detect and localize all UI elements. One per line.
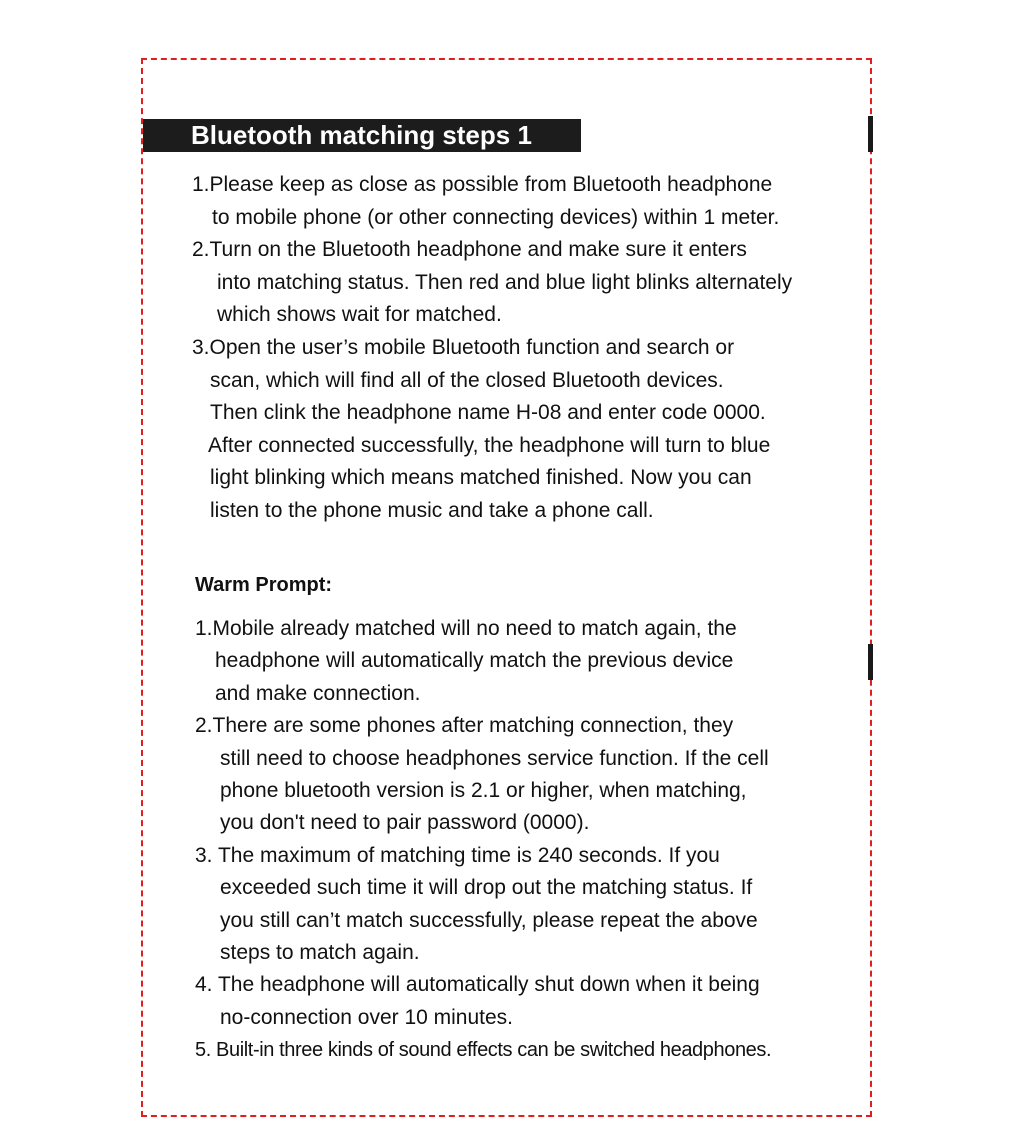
list-item [192,169,872,234]
step-3-line-4: After connected successfully, the headphone will turn to blue [208,433,771,457]
list-item [195,613,875,710]
prompt-3-line-4: steps to match again. [220,941,420,965]
prompt-1-line-1: 1.Mobile already matched will no need to match again, the [195,617,737,640]
prompt-3-line-2: exceeded such time it will drop out the matching status. If [220,876,753,900]
instruction-card [141,58,872,1117]
step-2-line-2: into matching status. Then red and blue light blinks alternately [217,270,793,294]
prompt-4-line-1: 4. The headphone will automatically shut down when it being [195,973,760,997]
prompt-3-line-3: you still can’t match successfully, please repeat the above [220,908,758,932]
prompt-2-line-1: 2.There are some phones after matching connection, they [195,714,734,738]
prompt-2-line-4: you don't need to pair password (0000). [220,811,590,835]
step-1-line-1: 1.Please keep as close as possible from Bluetooth headphone [192,173,773,196]
step-3-line-3: Then clink the headphone name H-08 and enter code 0000. [210,401,766,425]
step-3-line-1: 3.Open the user’s mobile Bluetooth function and search or [192,335,735,359]
prompt-5-line-1: 5. Built-in three kinds of sound effects can be switched headphones. [195,1039,772,1062]
step-1-line-2: to mobile phone (or other connecting devices) within 1 meter. [212,205,780,229]
warm-prompt-heading: Warm Prompt: [195,574,333,596]
matching-steps-list [192,169,872,528]
prompt-3-line-1: 3. The maximum of matching time is 240 seconds. If you [195,843,720,867]
section-title: Bluetooth matching steps 1 [143,119,581,152]
list-item [195,1034,875,1066]
prompt-2-line-2: still need to choose headphones service function. If the cell [220,746,769,770]
step-2-line-3: which shows wait for matched. [217,303,502,327]
prompt-1-line-3: and make connection. [215,681,421,705]
list-item [195,840,875,970]
prompt-4-line-2: no-connection over 10 minutes. [220,1005,514,1029]
list-item [192,234,872,332]
step-2-line-1: 2.Turn on the Bluetooth headphone and make sure it enters [192,238,747,262]
prompt-1-line-2: headphone will automatically match the previous device [215,649,734,673]
prompt-2-line-3: phone bluetooth version is 2.1 or higher, when matching, [220,779,747,803]
list-item [195,969,875,1034]
list-item [192,332,872,528]
warm-prompt-list [195,613,875,1067]
list-item [195,710,875,840]
step-3-line-5: light blinking which means matched finished. Now you can [210,466,752,490]
step-3-line-6: listen to the phone music and take a phone call. [210,498,654,522]
edge-marker-top [868,116,873,152]
step-3-line-2: scan, which will find all of the closed Bluetooth devices. [210,368,724,392]
